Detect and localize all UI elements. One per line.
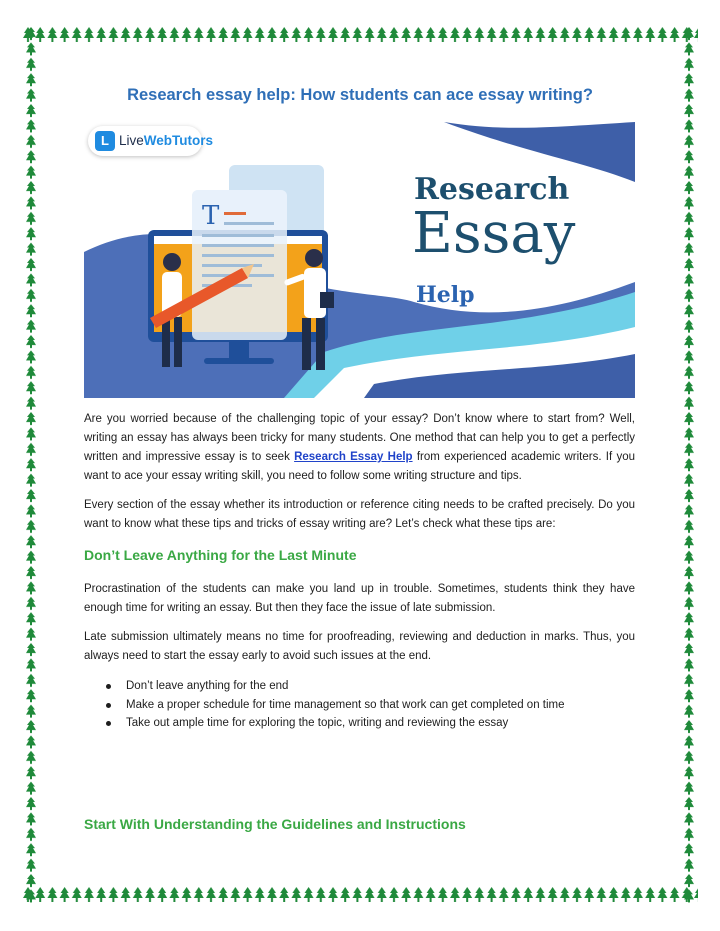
list-item-text: Make a proper schedule for time management so that work can get completed on time <box>126 698 565 711</box>
logo-text-live: Live <box>119 133 144 148</box>
heading-guidelines: Start With Understanding the Guidelines and Instructions <box>84 816 466 832</box>
intro-text-before: Are you worried because of the challenging topic of your essay? Don’t know where to start from? Well, writing an essay has always been tricky for many students. One method that can help you to get a perfectly written and impressive essay is to seek <box>84 413 635 463</box>
svg-text:T: T <box>202 201 220 231</box>
hero-word-help: Help <box>416 282 475 308</box>
section-paragraph: Every section of the essay whether its introduction or reference citing needs to be crafted precisely. Do you want to know what these tips and tricks of essay writing are? Let’s check what these tips are: <box>84 499 635 530</box>
procrastination-paragraph: Procrastination of the students can make you land up in trouble. Sometimes, students think they have enough time for writing an essay. But then they face the issue of late submission. <box>84 583 635 614</box>
heading-last-minute: Don’t Leave Anything for the Last Minute <box>84 547 357 563</box>
hero-illustration <box>84 122 635 398</box>
livewebtutors-logo <box>88 126 214 156</box>
tree-border-left <box>22 26 40 904</box>
tree-border-right <box>680 26 698 904</box>
list-item <box>104 696 635 715</box>
list-item <box>104 677 635 696</box>
intro-text-after: from experienced academic writers. If you want to ace your essay writing skill, you need to follow some writing structure and tips. <box>84 451 635 482</box>
list-item-text: Don’t leave anything for the end <box>126 680 289 692</box>
logo-text <box>119 133 213 148</box>
bullet-dot-icon <box>106 684 111 689</box>
bullet-dot-icon <box>106 721 111 726</box>
intro-paragraph <box>84 410 635 486</box>
page-content <box>42 46 678 884</box>
logo-text-webtutors: WebTutors <box>143 133 214 148</box>
list-item <box>104 714 635 733</box>
tree-border-bottom <box>22 886 698 904</box>
list-item-text: Take out ample time for exploring the topic, writing and reviewing the essay <box>126 717 509 729</box>
hero-word-essay: Essay <box>412 201 576 266</box>
bullet-dot-icon <box>106 703 111 708</box>
tree-border-top <box>22 26 698 44</box>
tips-bullet-list <box>104 677 635 733</box>
late-submission-paragraph: Late submission ultimately means no time for proofreading, reviewing and deduction in marks. Thus, you always need to start the essay early to avoid such issues at the end. <box>84 631 635 662</box>
logo-mark-icon: L <box>95 131 115 151</box>
page-title: Research essay help: How students can ace essay writing? <box>127 86 593 104</box>
hero-word-research: Research <box>414 172 570 207</box>
research-essay-help-link[interactable]: Research Essay Help <box>294 451 413 463</box>
